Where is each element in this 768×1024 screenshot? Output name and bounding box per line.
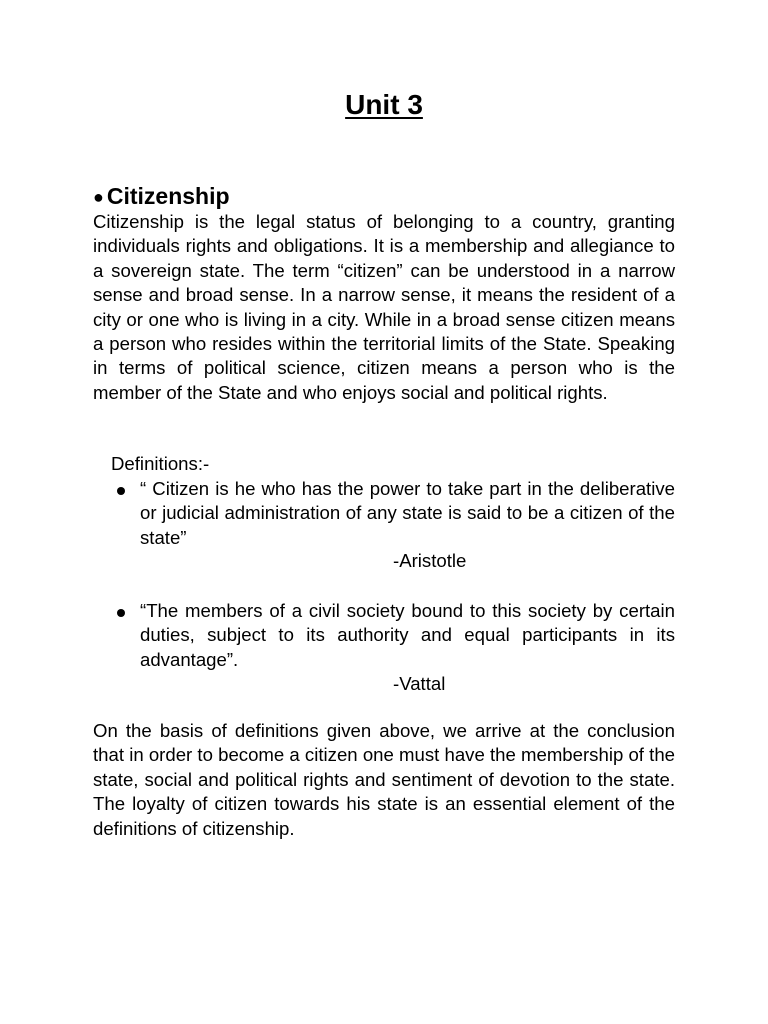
definition-item: “The members of a civil society bound to this society by certain duties, subject to its authority and equal participants in its advantage”.	[140, 600, 675, 670]
intro-paragraph: Citizenship is the legal status of belonging to a country, granting individuals rights and obligations. It is a membership and allegiance to a sovereign state. The term “citizen” can be understood in a narrow sense and broad sense. In a narrow sense, it means the resident of a city or one who is living in a city. While in a broad sense citizen means a person who resides within the territorial limits of the State. Speaking in terms of political science, citizen means a person who is the member of the State and who enjoys social and political rights.	[93, 211, 675, 403]
definition-item: “ Citizen is he who has the power to take part in the deliberative or judicial administration of any state is said to be a citizen of the state”	[140, 478, 675, 548]
definitions-label: Definitions:-	[111, 453, 210, 474]
definition-author: -Vattal	[393, 673, 446, 694]
definition-author: -Aristotle	[393, 550, 467, 571]
bullet-icon	[117, 487, 125, 495]
section-heading	[93, 182, 230, 212]
page-title	[93, 89, 675, 121]
section-heading-text: Citizenship	[106, 183, 230, 209]
page-title-text: Unit 3	[345, 89, 423, 120]
conclusion-paragraph: On the basis of definitions given above, we arrive at the conclusion that in order to become a citizen one must have the membership of the state, social and political rights and sentiment of devotion to the state. The loyalty of citizen towards his state is an essential element of the definitions of citizenship.	[93, 720, 675, 839]
bullet-icon	[117, 609, 125, 617]
bullet-icon: ●	[93, 187, 104, 207]
